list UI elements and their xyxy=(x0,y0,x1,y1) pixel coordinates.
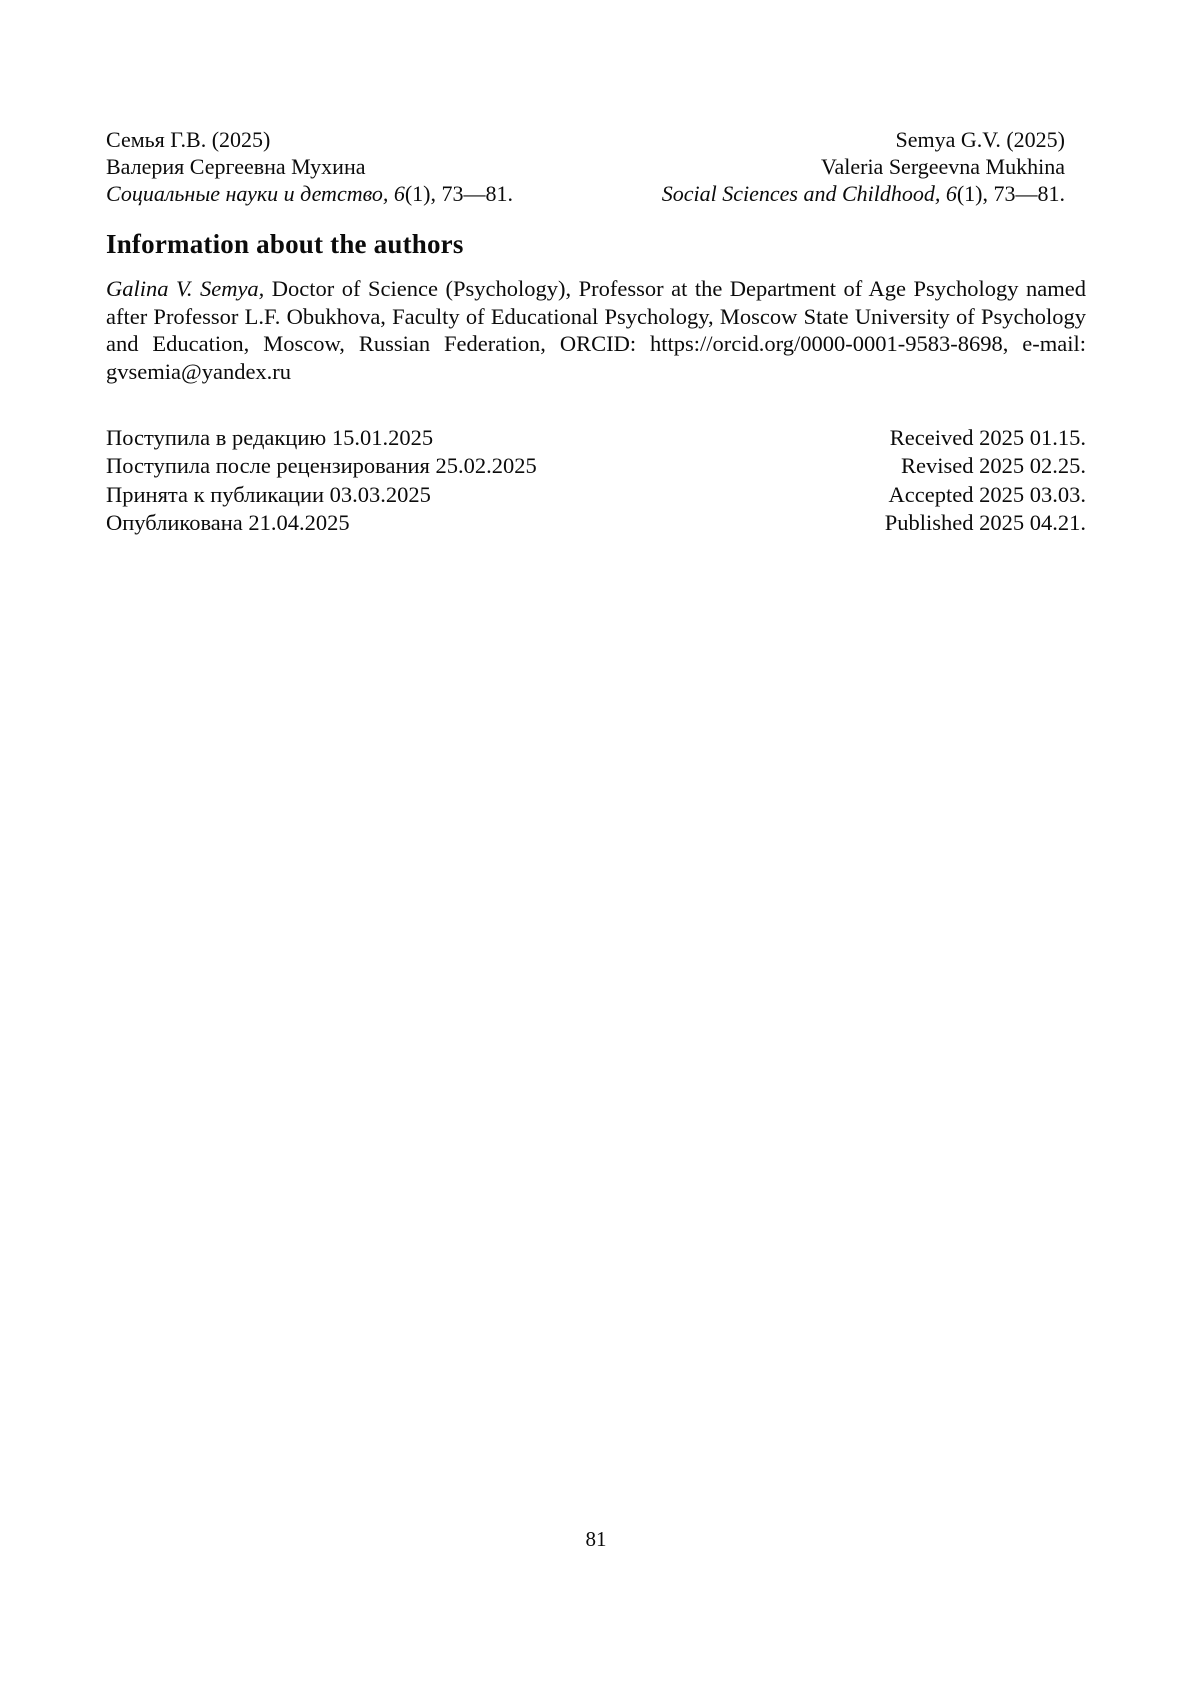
citation-ru-journal-title: Социальные науки и детство, 6 xyxy=(106,181,405,206)
citation-ru-author: Семья Г.В. (2025) xyxy=(106,127,271,152)
dates-row-revised xyxy=(106,452,1086,480)
citation-en-journal xyxy=(662,180,1065,207)
date-received-ru: Поступила в редакцию 15.01.2025 xyxy=(106,425,434,450)
author-info-paragraph xyxy=(106,275,1086,386)
date-received-en: Received 2025 01.15. xyxy=(889,425,1086,450)
dates-block xyxy=(106,424,1086,537)
running-header xyxy=(106,126,1086,207)
date-published-en: Published 2025 04.21. xyxy=(884,509,1086,535)
section-title: Information about the authors xyxy=(106,229,464,259)
author-bio-text: Doctor of Science (Psychology), Professor at the Department of Age Psychology named after Professor L.F. Obukhova, Faculty of Educational Psychology, Moscow State University of Psychology and Education, Moscow, Russian Federation, ORCID: https://orcid.org/0000-0001-9583-8698, e-mail: gvsemia@yandex.ru xyxy=(106,276,1086,385)
citation-ru-journal xyxy=(106,180,513,207)
citation-block-ru xyxy=(106,126,513,207)
citation-en-author: Semya G.V. (2025) xyxy=(895,127,1065,152)
citation-ru-subject: Валерия Сергеевна Мухина xyxy=(106,154,366,179)
page-number: 81 xyxy=(585,1527,607,1551)
citation-block-en xyxy=(662,126,1086,207)
dates-row-accepted xyxy=(106,481,1086,509)
citation-en-journal-title: Social Sciences and Childhood, 6 xyxy=(661,181,957,206)
dates-row-received xyxy=(106,424,1086,452)
citation-ru-journal-issue: (1), 73—81. xyxy=(404,181,514,206)
author-name: Galina V. Semya, xyxy=(106,276,265,301)
date-revised-ru: Поступила после рецензирования 25.02.2025 xyxy=(106,453,537,479)
citation-en-subject: Valeria Sergeevna Mukhina xyxy=(821,154,1065,179)
dates-row-published xyxy=(106,509,1086,537)
date-published-ru: Опубликована 21.04.2025 xyxy=(106,509,350,535)
citation-en-journal-issue: (1), 73—81. xyxy=(956,181,1065,206)
date-revised-en: Revised 2025 02.25. xyxy=(901,453,1086,479)
date-accepted-en: Accepted 2025 03.03. xyxy=(888,481,1086,507)
date-accepted-ru: Принята к публикации 03.03.2025 xyxy=(106,481,431,507)
